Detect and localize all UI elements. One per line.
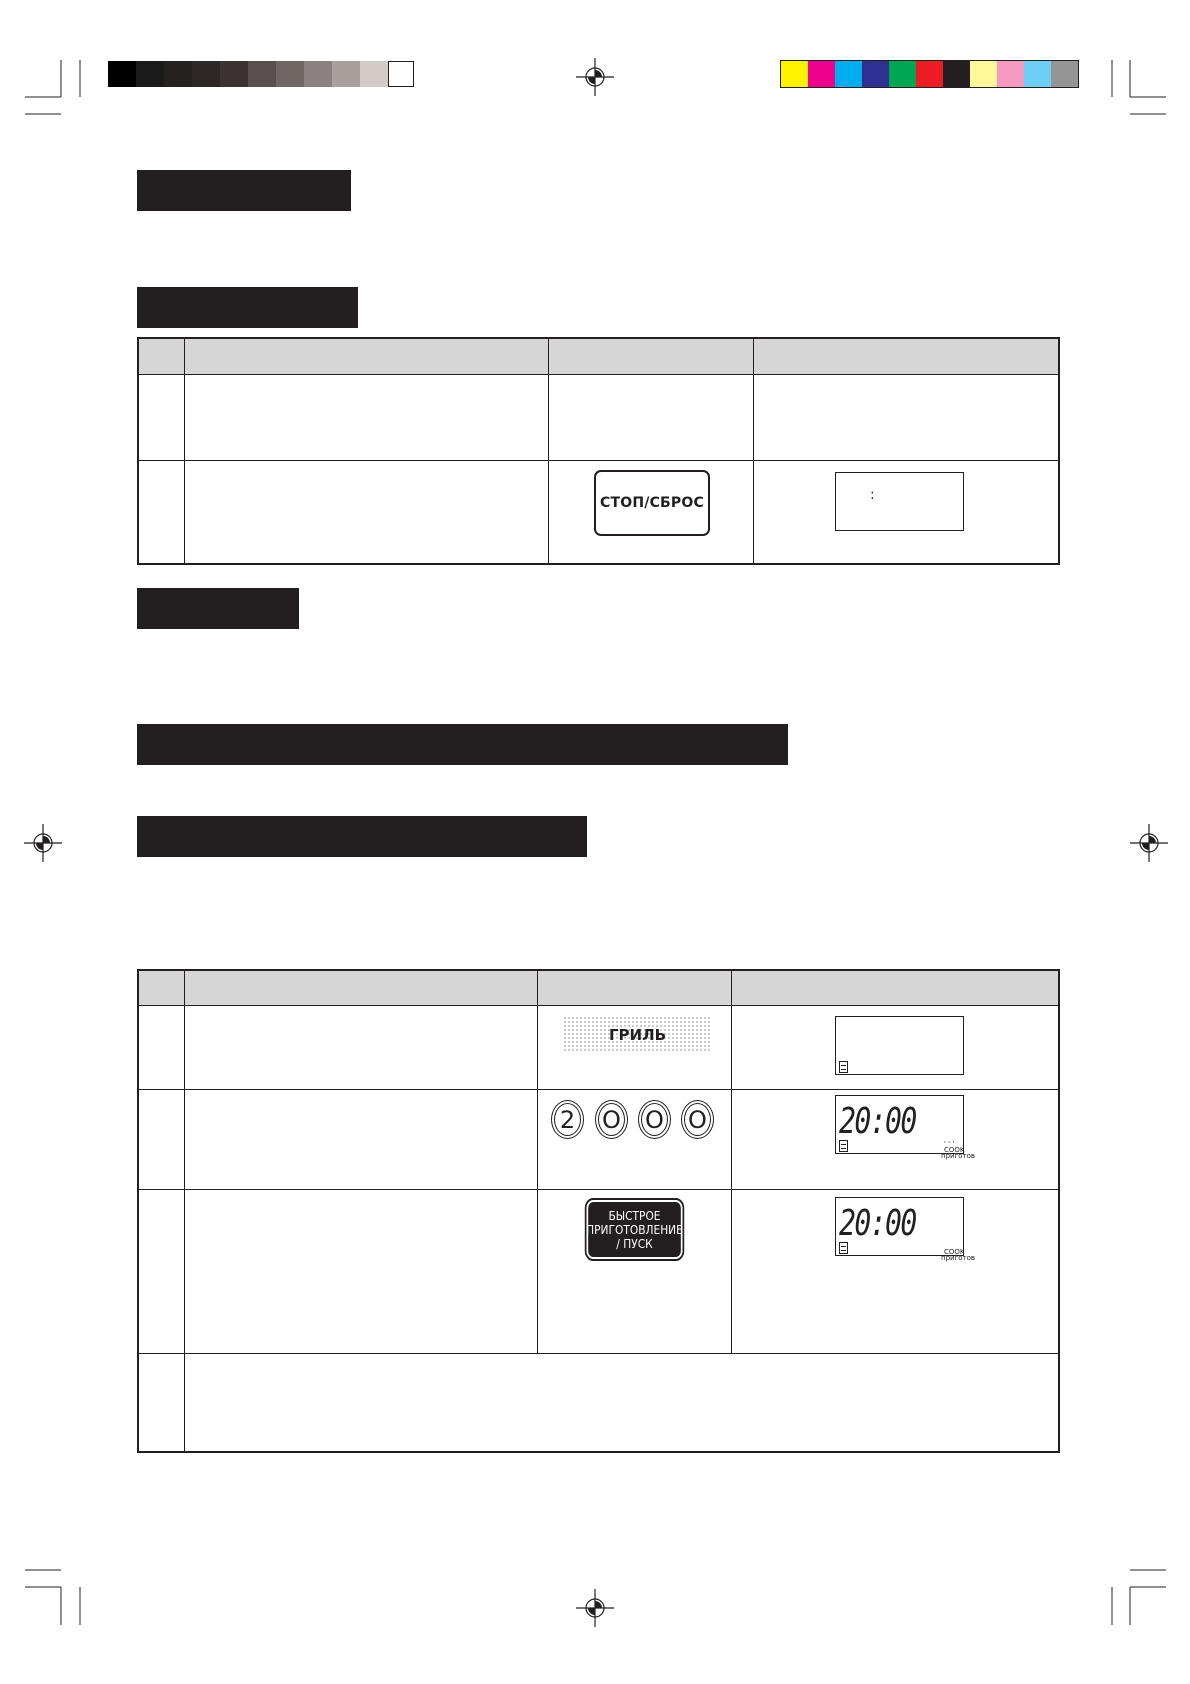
section-heading-bar-1 bbox=[137, 170, 351, 211]
row-divider bbox=[139, 1189, 1058, 1190]
display-panel bbox=[835, 472, 964, 531]
display-time: 20:00 bbox=[839, 1203, 916, 1244]
column-divider bbox=[537, 971, 538, 1353]
instruction-table-1 bbox=[137, 337, 1060, 565]
section-heading-bar-2 bbox=[137, 287, 358, 328]
gray-swatch bbox=[304, 61, 332, 87]
cook-indicator: COOK bbox=[944, 1248, 965, 1256]
display-panel bbox=[835, 1197, 964, 1256]
cook-indicator-ru: приготов bbox=[941, 1152, 976, 1160]
digit-button-0[interactable] bbox=[681, 1100, 714, 1139]
digit-label: O bbox=[641, 1103, 668, 1136]
section-heading-bar-3 bbox=[137, 588, 299, 629]
column-divider bbox=[753, 339, 754, 563]
gray-swatch bbox=[108, 61, 136, 87]
instruction-table-2 bbox=[137, 969, 1060, 1453]
gray-swatch bbox=[248, 61, 276, 87]
column-divider bbox=[731, 971, 732, 1353]
digit-label: 2 bbox=[554, 1103, 581, 1136]
gray-swatch bbox=[388, 61, 414, 87]
display-panel bbox=[835, 1095, 964, 1154]
table-header-row bbox=[139, 971, 1058, 1006]
gray-swatch bbox=[220, 61, 248, 87]
gray-swatch bbox=[332, 61, 360, 87]
gray-swatch bbox=[276, 61, 304, 87]
row-divider bbox=[139, 1089, 1058, 1090]
digit-label: O bbox=[598, 1103, 625, 1136]
row-divider bbox=[139, 1353, 1058, 1354]
display-panel bbox=[835, 1016, 964, 1075]
display-colon: : bbox=[870, 487, 875, 503]
cook-indicator-ru: приготов bbox=[941, 1254, 976, 1262]
column-divider bbox=[184, 339, 185, 563]
color-bar-outline bbox=[780, 60, 1079, 88]
microwave-power-icon bbox=[839, 1242, 848, 1254]
microwave-power-icon bbox=[839, 1140, 848, 1152]
gray-swatch bbox=[164, 61, 192, 87]
microwave-power-icon bbox=[839, 1061, 848, 1073]
section-heading-bar-4 bbox=[137, 724, 788, 765]
row-divider bbox=[139, 460, 1058, 461]
cook-blink-indicator: ' ' ' bbox=[944, 1140, 955, 1148]
display-time: 20:00 bbox=[839, 1101, 916, 1142]
gray-swatch bbox=[136, 61, 164, 87]
digit-label: O bbox=[684, 1103, 711, 1136]
digit-button-0[interactable] bbox=[595, 1100, 628, 1139]
gray-swatch bbox=[192, 61, 220, 87]
column-divider bbox=[184, 971, 185, 1451]
quick-cook-start-button[interactable]: БЫСТРОЕ ПРИГОТОВЛЕНИЕ / ПУСК bbox=[588, 1202, 681, 1257]
stop-reset-button[interactable]: СТОП/СБРОС bbox=[594, 470, 710, 536]
gray-swatch bbox=[360, 61, 388, 87]
table-header-row bbox=[139, 339, 1058, 375]
digit-button-0[interactable] bbox=[638, 1100, 671, 1139]
digit-button-2[interactable] bbox=[551, 1100, 584, 1139]
cook-indicator: COOK bbox=[944, 1146, 965, 1154]
column-divider bbox=[548, 339, 549, 563]
section-heading-bar-5 bbox=[137, 816, 587, 857]
grill-button[interactable]: ГРИЛЬ bbox=[563, 1016, 712, 1053]
